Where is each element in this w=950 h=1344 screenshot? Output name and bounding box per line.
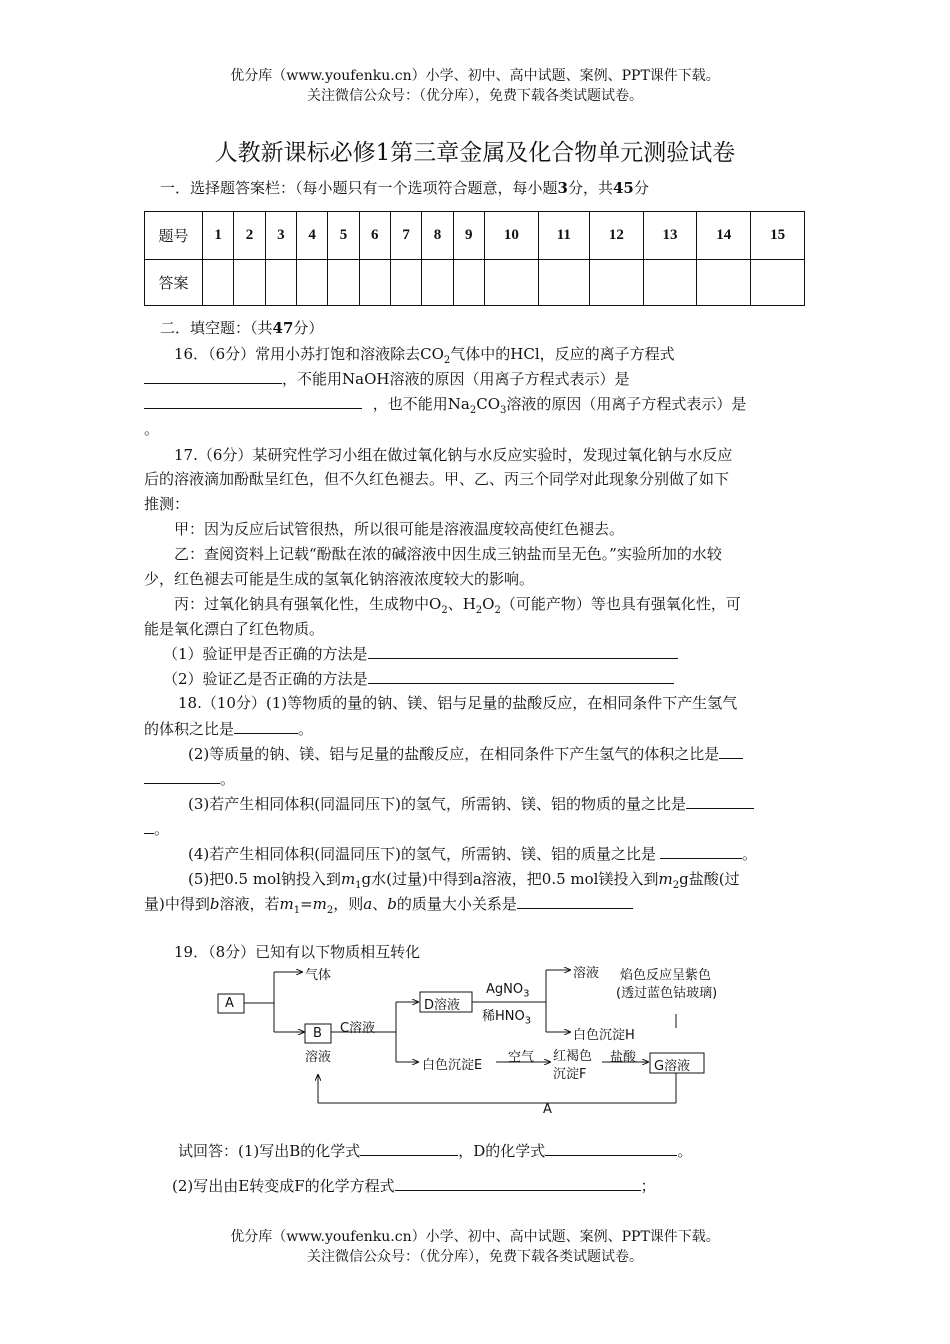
q18-line-7: (4)若产生相同体积(同温同压下)的氢气，所需钠、镁、铝的质量之比是 。 — [188, 845, 757, 863]
table-cell: 1 — [203, 212, 234, 260]
section-2-heading: 二．填空题：（共47分） — [160, 319, 324, 337]
section-1-heading: 一．选择题答案栏：（每小题只有一个选项符合题意，每小题3分，共45分 — [160, 179, 649, 197]
answer-cell[interactable] — [422, 260, 453, 306]
reagent-a-bottom: A — [543, 1102, 552, 1117]
answer-cell[interactable] — [359, 260, 390, 306]
answer-blank[interactable] — [144, 369, 282, 384]
q17-line-7: 丙：过氧化钠具有强氧化性，生成物中$O_2$、$H_2O_2$（可能产物）等也具有强氧化性，可 — [174, 595, 741, 616]
q19-intro: 19．（8分）已知有以下物质相互转化 — [174, 943, 421, 961]
answer-blank[interactable] — [368, 669, 674, 684]
answer-cell[interactable] — [390, 260, 421, 306]
node-b-solution: 溶液 — [305, 1050, 332, 1065]
node-b: B — [313, 1026, 322, 1041]
node-solution: 溶液 — [573, 966, 600, 981]
answer-cell[interactable] — [265, 260, 296, 306]
table-cell-label: 答案 — [145, 260, 203, 306]
answer-table — [144, 211, 805, 306]
answer-blank[interactable] — [144, 394, 362, 409]
q16-line-3: ，也不能用$Na_2CO_3$溶液的原因（用离子方程式表示）是 — [144, 393, 746, 416]
table-cell: 13 — [643, 212, 697, 260]
answer-cell[interactable] — [296, 260, 327, 306]
table-cell: 15 — [751, 212, 805, 260]
answer-cell[interactable] — [643, 260, 697, 306]
table-cell: 2 — [234, 212, 265, 260]
node-f-line-1: 红褐色 — [553, 1049, 593, 1064]
q17-line-6: 少，红色褪去可能是生成的氢氧化钠溶液浓度较大的影响。 — [144, 570, 535, 588]
reaction-diagram — [210, 962, 750, 1122]
q16-line-2: ，不能用NaOH溶液的原因（用离子方程式表示）是 — [144, 368, 629, 389]
node-c: C溶液 — [340, 1021, 376, 1036]
q17-line-4: 甲：因为反应后试管很热，所以很可能是溶液温度较高使红色褪去。 — [174, 520, 625, 538]
table-cell: 3 — [265, 212, 296, 260]
q18-line-2: 的体积之比是 。 — [144, 720, 314, 738]
footer-line-1: 优分库（www.youfenku.cn）小学、初中、高中试题、案例、PPT课件下载。 — [230, 1229, 720, 1245]
node-d: D溶液 — [424, 998, 461, 1013]
q17-line-2: 后的溶液滴加酚酞呈红色，但不久红色褪去。甲、乙、丙三个同学对此现象分别做了如下 — [144, 470, 730, 488]
q18-line-6: 。 — [144, 818, 169, 839]
q17-line-8: 能是氧化漂白了红色物质。 — [144, 620, 325, 638]
answer-blank[interactable] — [395, 1176, 641, 1191]
table-cell: 10 — [484, 212, 538, 260]
table-cell: 9 — [453, 212, 484, 260]
answer-cell[interactable] — [538, 260, 589, 306]
answer-blank[interactable] — [368, 644, 678, 659]
table-cell: 11 — [538, 212, 589, 260]
table-cell: 5 — [328, 212, 359, 260]
q18-line-1: 18.（10分）(1)等物质的量的钠、镁、铝与足量的盐酸反应，在相同条件下产生氢气 — [178, 694, 738, 712]
q18-line-3: (2)等质量的钠、镁、铝与足量的盐酸反应，在相同条件下产生氢气的体积之比是 — [188, 743, 743, 764]
node-f-line-2: 沉淀F — [553, 1067, 587, 1082]
flame-note-1: 焰色反应呈紫色 — [620, 968, 712, 983]
q19-answer-2: (2)写出由E转变成F的化学方程式 ； — [172, 1177, 656, 1195]
footer-line-2: 关注微信公众号：（优分库），免费下载各类试题试卷。 — [307, 1249, 643, 1265]
answer-cell[interactable] — [453, 260, 484, 306]
reagent-hcl: 盐酸 — [610, 1050, 637, 1065]
answer-cell[interactable] — [328, 260, 359, 306]
answer-blank[interactable] — [360, 1141, 458, 1156]
table-cell: 8 — [422, 212, 453, 260]
reagent-air: 空气 — [508, 1050, 535, 1065]
flame-note-2: (透过蓝色钴玻璃) — [616, 986, 718, 1001]
header-line-2: 关注微信公众号：（优分库），免费下载各类试题试卷。 — [307, 88, 643, 104]
answer-blank[interactable] — [545, 1141, 677, 1156]
answer-cell[interactable] — [203, 260, 234, 306]
q17-line-1: 17.（6分）某研究性学习小组在做过氧化钠与水反应实验时，发现过氧化钠与水反应 — [174, 446, 733, 464]
answer-blank[interactable] — [144, 769, 220, 784]
q18-line-8: (5)把0.5 mol钠投入到$m_1g$水(过量)中得到a溶液，把0.5 mol镁投入到$m_2g$盐酸(过 — [188, 870, 740, 891]
table-cell: 7 — [390, 212, 421, 260]
table-cell: 12 — [589, 212, 643, 260]
q17-sub-2: （2）验证乙是否正确的方法是 — [163, 668, 674, 689]
table-row — [145, 260, 805, 306]
table-cell: 14 — [697, 212, 751, 260]
answer-blank[interactable] — [719, 744, 743, 759]
answer-blank[interactable] — [144, 819, 154, 834]
answer-blank[interactable] — [686, 794, 754, 809]
answer-cell[interactable] — [589, 260, 643, 306]
answer-blank[interactable] — [660, 844, 742, 859]
reagent-hno3: 稀$HNO_3$ — [482, 1009, 532, 1027]
q19-answer-1: 试回答：(1)写出B的化学式 ，D的化学式 。 — [178, 1142, 693, 1160]
header-line-1: 优分库（www.youfenku.cn）小学、初中、高中试题、案例、PPT课件下载。 — [230, 68, 720, 84]
q18-line-4: 。 — [144, 768, 235, 789]
q18-line-5: (3)若产生相同体积(同温同压下)的氢气，所需钠、镁、铝的物质的量之比是 — [188, 793, 754, 814]
q17-line-5: 乙：查阅资料上记载“酚酞在浓的碱溶液中因生成三钠盐而呈无色。”实验所加的水较 — [174, 545, 722, 563]
answer-cell[interactable] — [751, 260, 805, 306]
node-e: 白色沉淀E — [422, 1058, 483, 1073]
q17-sub-1: （1）验证甲是否正确的方法是 — [163, 643, 678, 664]
table-cell: 6 — [359, 212, 390, 260]
answer-blank[interactable] — [234, 719, 298, 734]
q16-line-4: 。 — [144, 420, 160, 438]
node-a: A — [225, 996, 234, 1011]
page-title: 人教新课标必修1第三章金属及化合物单元测验试卷 — [214, 140, 736, 166]
answer-cell[interactable] — [484, 260, 538, 306]
table-row — [145, 212, 805, 260]
q18-line-9: 量)中得到b溶液，若$m_1=m_2$，则a、b的质量大小关系是 — [144, 893, 633, 916]
answer-cell[interactable] — [234, 260, 265, 306]
reagent-agno3: AgNO$_3$ — [486, 982, 530, 1000]
node-gas: 气体 — [305, 968, 332, 983]
node-h: 白色沉淀H — [573, 1028, 635, 1043]
q16-line-1: 16．（6分）常用小苏打饱和溶液除去$CO_2$气体中的HCl，反应的离子方程式 — [174, 345, 675, 366]
table-cell: 4 — [296, 212, 327, 260]
answer-blank[interactable] — [517, 894, 633, 909]
table-cell-label: 题号 — [145, 212, 203, 260]
q17-line-3: 推测： — [144, 495, 190, 513]
answer-cell[interactable] — [697, 260, 751, 306]
node-g: G溶液 — [654, 1059, 691, 1074]
